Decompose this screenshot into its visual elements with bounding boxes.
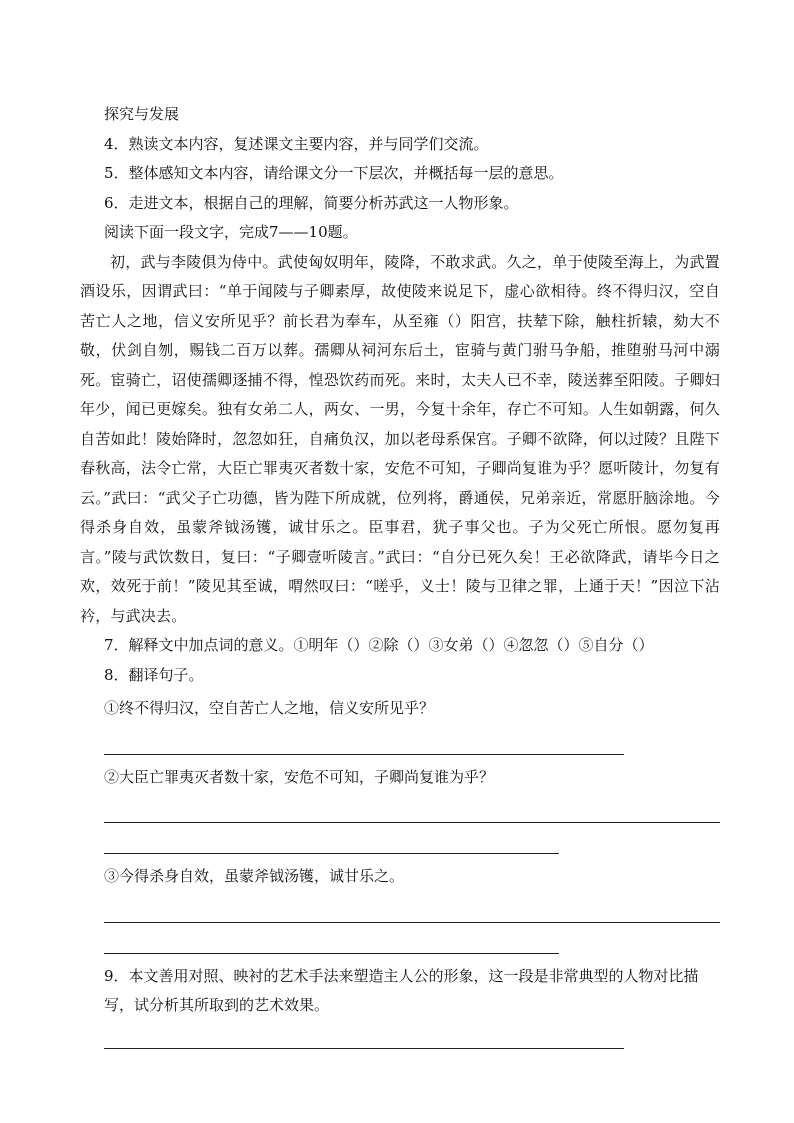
answer-line[interactable]: [104, 953, 559, 954]
question-6: 6．走进文本，根据自己的理解，简要分析苏武这一人物形象。: [104, 193, 519, 212]
translate-item-3: ③今得杀身自效，虽蒙斧钺汤镬，诚甘乐之。: [104, 867, 405, 885]
classical-passage: 初，武与李陵俱为侍中。武使匈奴明年，陵降，不敢求武。久之，单于使陵至海上，为武置酒设乐，因谓武曰：“单于闻陵与子卿素厚，故使陵来说足下，虚心欲相待。终不得归汉，空自苦亡人之地，信义安所见乎？前长君为奉车，从至雍（）阳宫，扶辇下除，触柱折辕，劾大不敬，伏剑自刎，赐钱二百万以葬。孺卿从祠河东后土，宦骑与黄门驸马争船，推堕驸马河中溺死。宦骑亡，诏使孺卿逐捕不得，惶恐饮药而死。来时，太夫人已不幸，陵送葬至阳陵。子卿妇年少，闻已更嫁矣。独有女弟二人，两女、一男，今复十余年，存亡不可知。人生如朝露，何久自苦如此！陵始降时，忽忽如狂，自痛负汉，加以老母系保宫。子卿不欲降，何以过陵？且陛下春秋高，法令亡常，大臣亡罪夷灭者数十家，安危不可知，子卿尚复谁为乎？愿听陵计，勿复有云。”武曰：“武父子亡功德，皆为陛下所成就，位列将，爵通侯，兄弟亲近，常愿肝脑涂地。今得杀身自效，虽蒙斧钺汤镬，诚甘乐之。臣事君，犹子事父也。子为父死亡所恨。愿勿复再言。”陵与武饮数日，复曰：“子卿壹听陵言。”武曰：“自分已死久矣！王必欲降武，请毕今日之欢，效死于前！”陵见其至诚，喟然叹曰：“嗟乎，义士！陵与卫律之罪，上通于天！”因泣下沾衿，与武决去。: [80, 252, 720, 625]
worksheet-page: [80, 100, 720, 1049]
translate-item-1: ①终不得归汉，空自苦亡人之地，信义安所见乎？: [104, 699, 435, 717]
answer-line[interactable]: [104, 754, 624, 755]
question-4: 4．熟读文本内容，复述课文主要内容，并与同学们交流。: [104, 134, 489, 153]
section-title: 探究与发展: [104, 105, 180, 123]
answer-line[interactable]: [104, 853, 559, 854]
question-7: 7．解释文中加点词的意义。①明年（）②除（）③女弟（）④忽忽（）⑤自分（）: [104, 636, 654, 654]
question-8: 8．翻译句子。: [104, 665, 204, 684]
reading-prompt: 阅读下面一段文字，完成7——10题。: [104, 223, 358, 241]
answer-line[interactable]: [104, 1048, 624, 1049]
translate-item-2: ②大臣亡罪夷灭者数十家，安危不可知，子卿尚复谁为乎？: [104, 767, 495, 786]
question-5: 5．整体感知文本内容，请给课文分一下层次，并概括每一层的意思。: [104, 164, 564, 182]
question-9: 9．本文善用对照、映衬的艺术手法来塑造主人公的形象，这一段是非常典型的人物对比描写，试分析其所取到的艺术效果。: [104, 966, 699, 1014]
